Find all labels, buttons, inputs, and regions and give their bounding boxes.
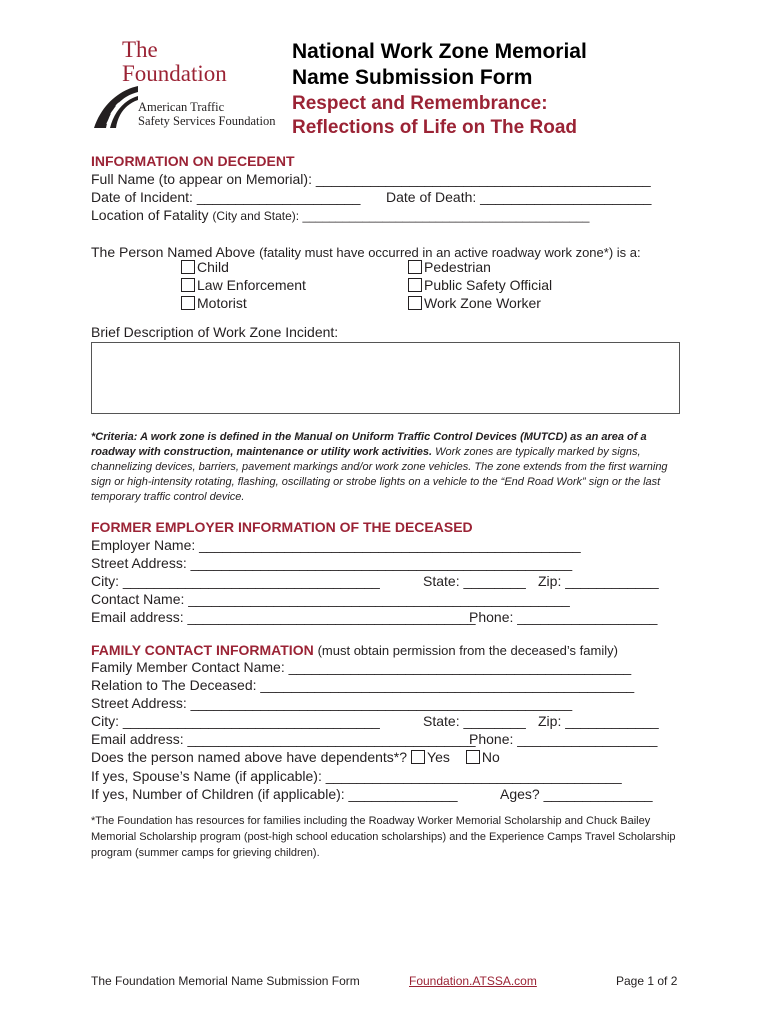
family-zip-field[interactable]: Zip: ____________	[538, 713, 659, 729]
criteria-rest: Work zones are typically marked by signs, channelizing devices, barriers, pavement markings and/or work zone vehicles. The zone extends from the first warning sign or high-intensity rotating, flashing, oscillating or strobe lights on a vehicle to the “End Road Work” sign or the last temporary traffic control device.	[91, 446, 668, 503]
form-title-line1: National Work Zone Memorial	[292, 40, 587, 63]
family-heading-text: FAMILY CONTACT INFORMATION	[91, 642, 314, 658]
employer-zip-field[interactable]: Zip: ____________	[538, 573, 659, 589]
dependents-question	[91, 749, 500, 766]
checkbox-child[interactable]	[181, 259, 229, 275]
date-of-incident-field[interactable]: Date of Incident: _____________________	[91, 189, 361, 205]
checkbox-motorist[interactable]	[181, 295, 247, 311]
checkbox-pedestrian[interactable]	[408, 259, 491, 275]
employer-state-field[interactable]: State: ________	[423, 573, 526, 589]
family-city-field[interactable]: City: _________________________________	[91, 713, 380, 729]
family-email-field[interactable]: Email address: _____________________________________	[91, 731, 476, 747]
footer-page-number: Page 1 of 2	[616, 974, 678, 988]
scholarship-note: *The Foundation has resources for families including the Roadway Worker Memorial Scholarship and Chuck Bailey Memorial Scholarship program (post-high school education scholarships) and the Experience Camps Travel Scholarship program (summer camps for grieving children).	[91, 815, 676, 859]
employer-city-field[interactable]: City: _________________________________	[91, 573, 380, 589]
employer-phone-field[interactable]: Phone: __________________	[469, 609, 658, 625]
checkbox-label: Public Safety Official	[424, 277, 553, 293]
checkbox-label: Law Enforcement	[197, 277, 306, 293]
location-of-fatality-field[interactable]	[91, 207, 589, 225]
checkbox-icon[interactable]	[181, 278, 195, 292]
location-note: (City and State): ___________________________________________	[212, 209, 590, 223]
logo-title-foundation: Foundation	[122, 61, 227, 86]
criteria-bold: *Criteria: A work zone is defined in the Manual on Uniform Traffic Control Devices (MUTCD) as an area of a roadway with construction, maintenance or utility work activities.	[91, 431, 647, 458]
section-heading-decedent: INFORMATION ON DECEDENT	[91, 153, 295, 169]
road-swoosh-logo-icon	[92, 84, 140, 130]
logo-org-line2: Safety Services Foundation	[138, 114, 276, 128]
no-label: No	[481, 749, 500, 765]
form-subtitle-line2: Reflections of Life on The Road	[292, 117, 578, 138]
relation-field[interactable]: Relation to The Deceased: ________________________________________________	[91, 677, 635, 693]
section-heading-family	[91, 642, 618, 658]
checkbox-icon[interactable]	[408, 278, 422, 292]
children-ages-field[interactable]: Ages? ______________	[500, 786, 653, 802]
number-of-children-field[interactable]: If yes, Number of Children (if applicable): ______________	[91, 786, 458, 802]
brief-description-textarea[interactable]	[91, 342, 680, 414]
checkbox-icon[interactable]	[408, 296, 422, 310]
yes-label: Yes	[427, 749, 450, 765]
employer-contact-field[interactable]: Contact Name: _________________________________________________	[91, 591, 570, 607]
family-street-field[interactable]: Street Address: _________________________________________________	[91, 695, 573, 711]
family-state-field[interactable]: State: ________	[423, 713, 526, 729]
form-title-line2: Name Submission Form	[292, 66, 533, 89]
person-named-label: The Person Named Above	[91, 244, 256, 260]
checkbox-icon[interactable]	[181, 296, 195, 310]
dependents-label: Does the person named above have dependents*?	[91, 749, 408, 765]
checkbox-icon[interactable]	[181, 260, 195, 274]
family-member-field[interactable]: Family Member Contact Name: ____________________________________________	[91, 659, 632, 675]
checkbox-icon[interactable]	[408, 260, 422, 274]
employer-name-field[interactable]: Employer Name: _________________________________________________	[91, 537, 581, 553]
section-heading-employer: FORMER EMPLOYER INFORMATION OF THE DECEASED	[91, 519, 473, 535]
checkbox-no-icon[interactable]	[466, 750, 480, 764]
logo-title-the: The	[122, 37, 158, 62]
checkbox-label: Child	[197, 259, 229, 275]
logo-org-line1: American Traffic	[138, 100, 225, 114]
employer-street-field[interactable]: Street Address: _________________________________________________	[91, 555, 573, 571]
checkbox-public-safety-official[interactable]	[408, 277, 552, 293]
employer-email-field[interactable]: Email address: _____________________________________	[91, 609, 476, 625]
checkbox-label: Pedestrian	[424, 259, 491, 275]
footer-website-link[interactable]: Foundation.ATSSA.com	[409, 974, 537, 988]
checkbox-law-enforcement[interactable]	[181, 277, 306, 293]
family-phone-field[interactable]: Phone: __________________	[469, 731, 658, 747]
family-heading-note: (must obtain permission from the deceased’s family)	[317, 643, 618, 658]
checkbox-label: Motorist	[197, 295, 247, 311]
location-label: Location of Fatality	[91, 207, 209, 223]
criteria-note	[91, 430, 683, 505]
checkbox-label: Work Zone Worker	[424, 295, 541, 311]
footer-form-name: The Foundation Memorial Name Submission Form	[91, 974, 360, 988]
spouse-name-field[interactable]: If yes, Spouse’s Name (if applicable): ______________________________________	[91, 768, 622, 784]
checkbox-yes-icon[interactable]	[411, 750, 425, 764]
full-name-field[interactable]: Full Name (to appear on Memorial): ___________________________________________	[91, 171, 651, 187]
person-named-note: (fatality must have occurred in an active roadway work zone*) is a:	[259, 245, 641, 260]
date-of-death-field[interactable]: Date of Death: ______________________	[386, 189, 652, 205]
person-named-question	[91, 244, 641, 261]
checkbox-work-zone-worker[interactable]	[408, 295, 541, 311]
brief-description-label: Brief Description of Work Zone Incident:	[91, 324, 339, 340]
form-subtitle-line1: Respect and Remembrance:	[292, 93, 548, 114]
